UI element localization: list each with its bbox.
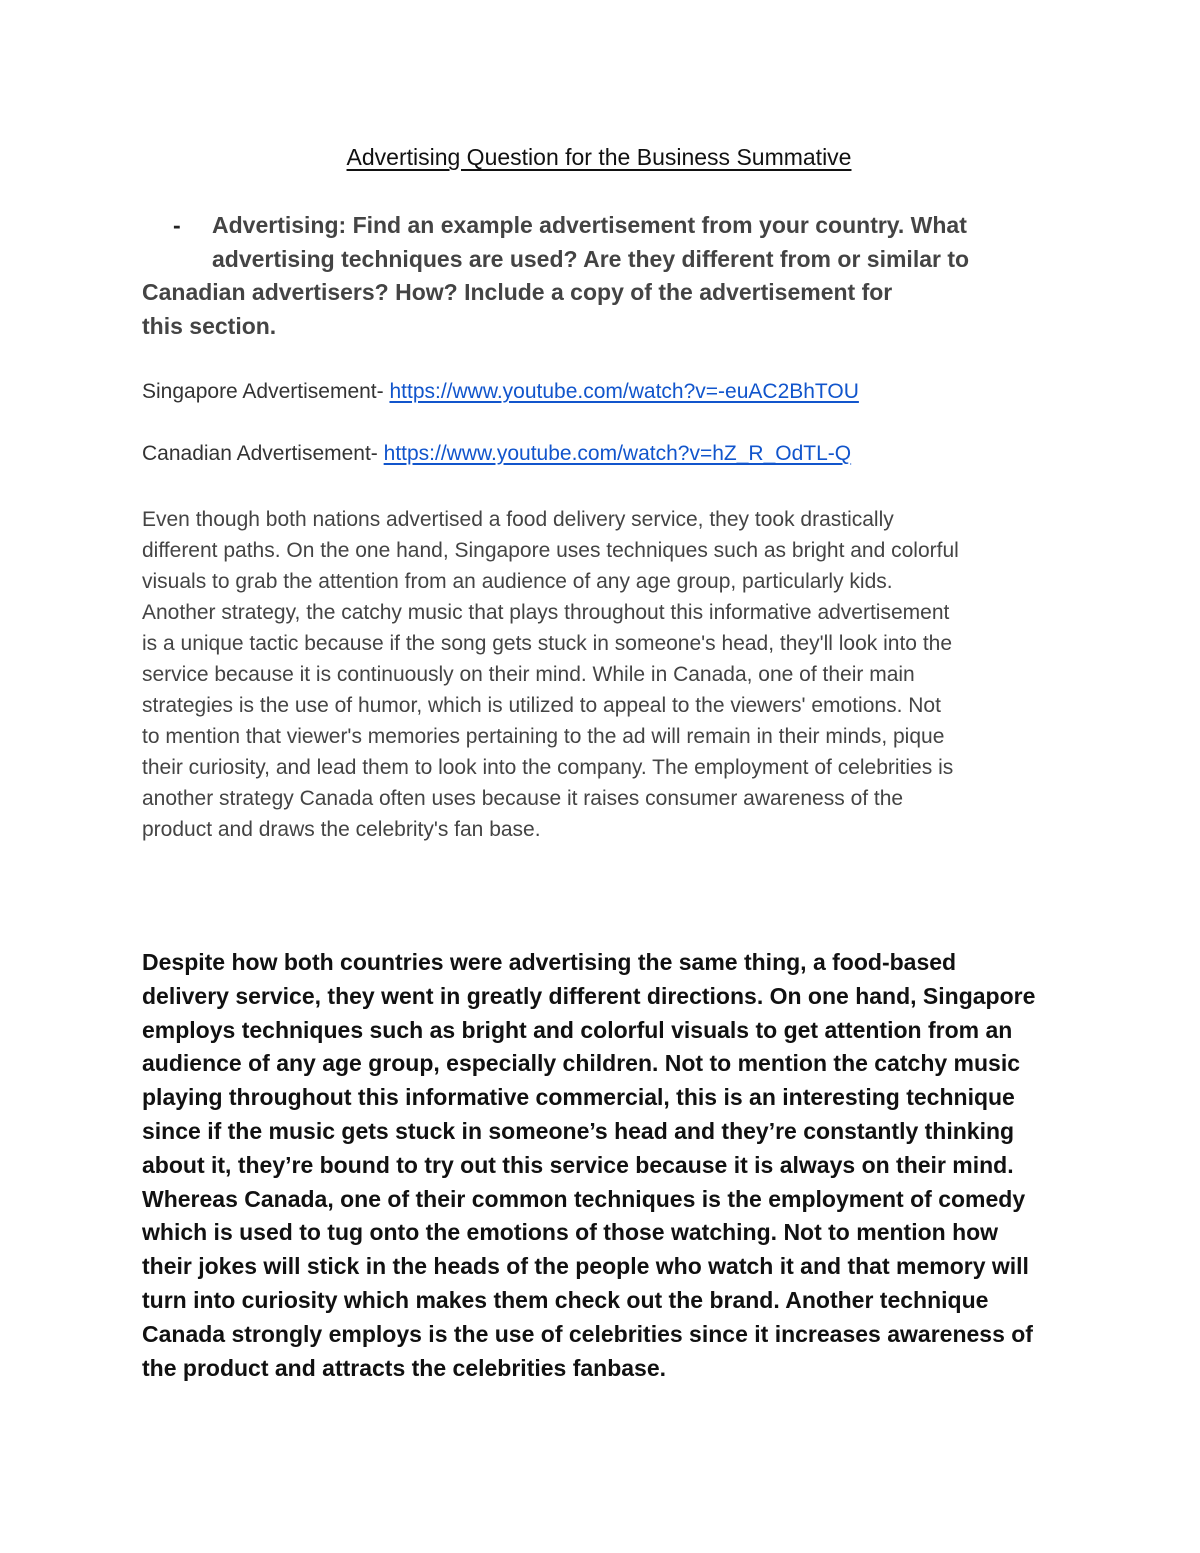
singapore-ad-label: Singapore Advertisement- xyxy=(142,380,390,403)
paragraph-line: Canada strongly employs is the use of celebrities since it increases awareness of xyxy=(142,1320,1033,1347)
paragraph-revised xyxy=(142,504,1082,845)
paragraph-line: audience of any age group, especially children. Not to mention the catchy music xyxy=(142,1050,1021,1077)
canadian-ad-label: Canadian Advertisement- xyxy=(142,442,384,465)
question-line: this section. xyxy=(142,312,277,339)
paragraph-line: their jokes will stick in the heads of the people who watch it and that memory will xyxy=(142,1253,1029,1280)
paragraph-line: product and draws the celebrity's fan base. xyxy=(142,818,541,841)
question-line: advertising techniques are used? Are they different from or similar to xyxy=(212,245,970,272)
paragraph-line: strategies is the use of humor, which is utilized to appeal to the viewers' emotions. Not xyxy=(142,694,941,717)
paragraph-line: different paths. On the one hand, Singapore uses techniques such as bright and colorful xyxy=(142,539,959,562)
paragraph-line: Another strategy, the catchy music that plays throughout this informative advertisement xyxy=(142,601,950,624)
paragraph-line: Whereas Canada, one of their common techniques is the employment of comedy xyxy=(142,1185,1026,1212)
canadian-ad-row xyxy=(142,440,1142,468)
paragraph-line: delivery service, they went in greatly different directions. On one hand, Singapore xyxy=(142,982,1036,1009)
paragraph-line: since if the music gets stuck in someone’s head and they’re constantly thinking xyxy=(142,1117,1015,1144)
question-line: Canadian advertisers? How? Include a copy of the advertisement for xyxy=(142,279,893,305)
paragraph-line: is a unique tactic because if the song gets stuck in someone's head, they'll look into the xyxy=(142,632,953,655)
paragraph-line: another strategy Canada often uses because it raises consumer awareness of the xyxy=(142,787,904,810)
singapore-ad-link[interactable]: https://www.youtube.com/watch?v=-euAC2BhTOU xyxy=(389,380,859,403)
paragraph-line: service because it is continuously on their mind. While in Canada, one of their main xyxy=(142,663,915,686)
assignment-question xyxy=(142,209,1042,343)
paragraph-line: turn into curiosity which makes them check out the brand. Another technique xyxy=(142,1286,989,1313)
paragraph-line: the product and attracts the celebrities fanbase. xyxy=(142,1354,667,1381)
paragraph-line: playing throughout this informative commercial, this is an interesting technique xyxy=(142,1084,1015,1111)
paragraph-line: visuals to grab the attention from an audience of any age group, particularly kids. xyxy=(142,570,893,593)
paragraph-original xyxy=(142,946,1082,1385)
paragraph-line: Even though both nations advertised a food delivery service, they took drastically xyxy=(142,508,894,531)
paragraph-line: Despite how both countries were advertising the same thing, a food-based xyxy=(142,949,957,975)
question-line: Advertising: Find an example advertisement from your country. What xyxy=(212,212,967,238)
paragraph-line: employs techniques such as bright and colorful visuals to get attention from an xyxy=(142,1016,1013,1043)
bullet-dash: - xyxy=(173,212,181,238)
canadian-ad-link[interactable]: https://www.youtube.com/watch?v=hZ_R_OdTL-Q xyxy=(383,442,852,465)
document-title: Advertising Question for the Business Summative xyxy=(346,144,852,170)
paragraph-line: which is used to tug onto the emotions of those watching. Not to mention how xyxy=(142,1219,999,1246)
singapore-ad-row xyxy=(142,378,1142,406)
paragraph-line: to mention that viewer's memories pertaining to the ad will remain in their minds, pique xyxy=(142,725,945,748)
paragraph-line: about it, they’re bound to try out this service because it is always on their mind. xyxy=(142,1151,1014,1178)
paragraph-line: their curiosity, and lead them to look into the company. The employment of celebrities is xyxy=(142,756,954,779)
